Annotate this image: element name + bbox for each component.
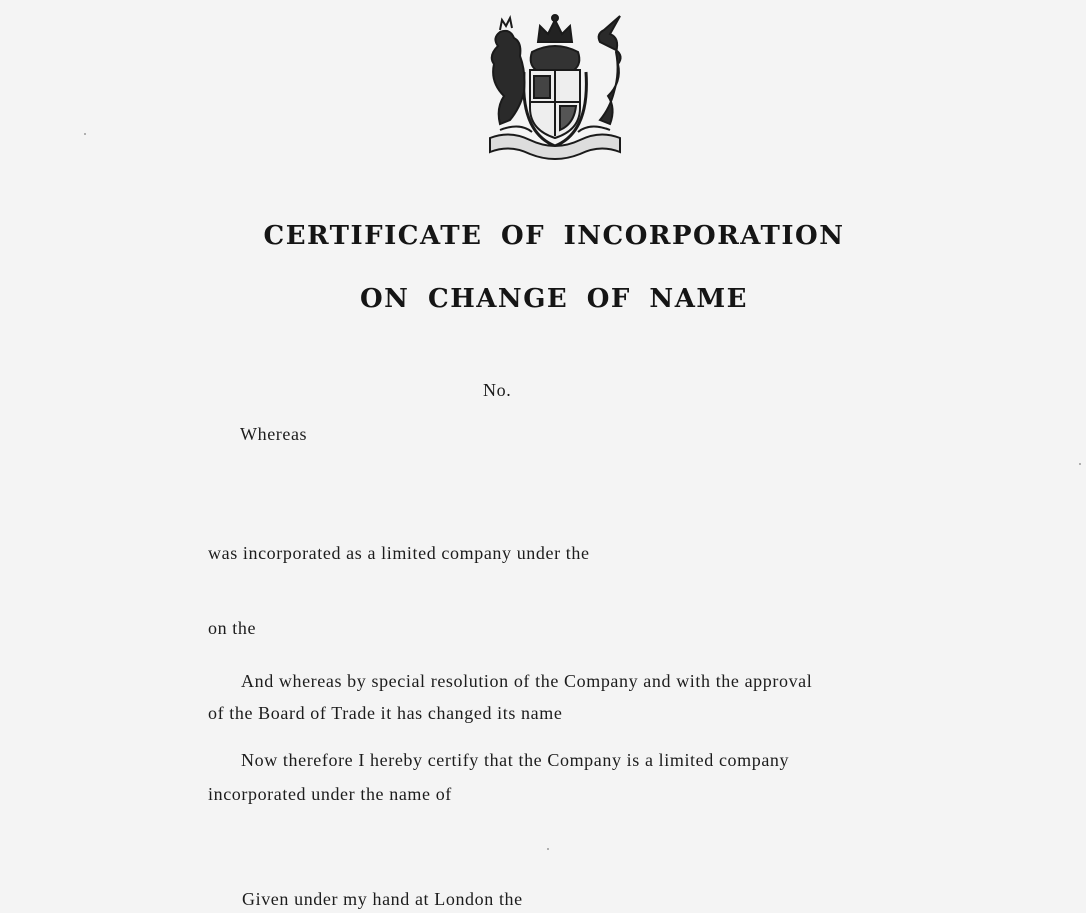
whereas-clause: Whereas <box>240 424 308 444</box>
scan-speck <box>84 133 86 135</box>
certificate-number-label: No. <box>483 380 512 400</box>
resolution-clause-line-1: And whereas by special resolution of the Company and with the approval <box>241 671 813 691</box>
certificate-subtitle: ON CHANGE OF NAME <box>360 284 748 314</box>
incorporation-clause: was incorporated as a limited company under the <box>208 543 590 563</box>
certification-clause-line-2: incorporated under the name of <box>208 784 452 804</box>
certificate-title: CERTIFICATE OF INCORPORATION <box>263 221 845 251</box>
date-clause: on the <box>208 618 257 638</box>
scan-speck <box>547 848 549 850</box>
royal-coat-of-arms-icon <box>470 12 640 160</box>
certification-clause-line-1: Now therefore I hereby certify that the Company is a limited company <box>241 750 790 770</box>
resolution-clause-line-2: of the Board of Trade it has changed its name <box>208 703 563 723</box>
given-under-hand-clause: Given under my hand at London the <box>242 889 523 909</box>
scan-speck <box>1079 463 1081 465</box>
